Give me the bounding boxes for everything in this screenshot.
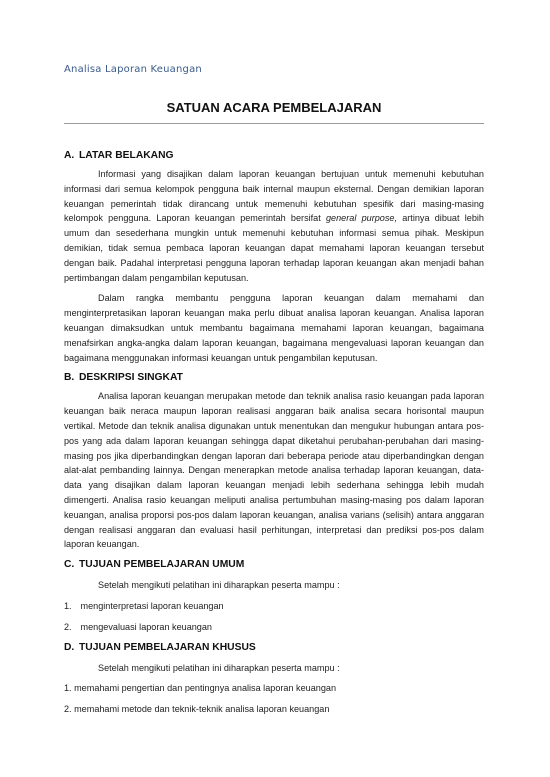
section-title: DESKRIPSI SINGKAT [79, 372, 183, 384]
paragraph [64, 167, 484, 285]
section-heading [64, 149, 484, 163]
section-tujuan-khusus [64, 641, 484, 717]
section-heading [64, 641, 484, 655]
section-number: D. [64, 641, 75, 653]
running-header: Analisa Laporan Keuangan [64, 64, 202, 75]
paragraph: Dalam rangka membantu pengguna laporan keuangan dalam memahami dan menginterpretasikan laporan keuangan maka perlu dibuat analisa laporan keuangan. Analisa laporan keuangan dimaksudkan untuk membantu bagaimana memahami laporan keuangan, bagaimana menafsirkan angka-angka dalam laporan keuangan, bagaimana mengevaluasi laporan keuangan dan bagaimana menggunakan informasi keuangan untuk pengambilan keputusan. [64, 293, 484, 363]
paragraph: Analisa laporan keuangan merupakan metode dan teknik analisa rasio keuangan pada laporan keuangan baik neraca maupun laporan realisasi anggaran baik analisa secara horisontal maupun vertikal. Metode dan teknik analisa digunakan untuk menentukan dan mengukur hubungan antara pos-pos yang ada dalam laporan keuangan sehingga dapat diketahui perubahan-perubahan dari masing-masing pos jika diperbandingkan dengan laporan dari beberapa periode atau diperbandingkan dengan alat-alat pembanding lainnya. Dengan menerapkan metode analisa terhadap laporan keuangan, data-data yang disajikan dalam laporan keuangan menjadi lebih sederhana sehingga lebih mudah dimengerti. Analisa rasio keuangan meliputi analisa pertumbuhan masing-masing pos dalam laporan keuangan, analisa proporsi pos-pos dalam laporan keuangan, analisa varians (selisih) antara anggaran dengan realisasi anggaran dan evaluasi hasil perhitungan, interpretasi dan prediksi pos-pos dalam laporan keuangan. [64, 391, 484, 550]
title-divider [64, 123, 484, 124]
document-title: SATUAN ACARA PEMBELAJARAN [166, 100, 382, 115]
list-number: 2. [64, 621, 72, 632]
paragraph-text: Informasi yang disajikan dalam laporan keuangan bertujuan untuk memenuhi kebutuhan informasi dari semua kelompok pengguna baik internal maupun eksternal. Dengan demikian laporan keuangan pemerintah tidak dirancang untuk memenuhi kebutuhan spesifik dari masing-masing kelompok pengguna. Laporan keuangan pemerintah bersifat [64, 169, 484, 224]
section-deskripsi-singkat [64, 371, 484, 552]
list-item: 1. memahami pengertian dan pentingnya analisa laporan keuangan [64, 683, 336, 694]
list-intro: Setelah mengikuti pelatihan ini diharapkan peserta mampu : [98, 580, 340, 591]
section-heading [64, 558, 484, 572]
list-item: 2. memahami metode dan teknik-teknik analisa laporan keuangan [64, 704, 330, 715]
paragraph-text: artinya dibuat lebih umum dan sesederhana mungkin untuk memenuhi kebutuhan informasi semua pihak. Meskipun demikian, tidak semua pembaca laporan keuangan dapat memahami laporan keuangan tersebut dengan baik. Padahal interpretasi pengguna laporan terhadap laporan keuangan akan menjadi bahan pertimbangan dalam pengambilan keputusan. [64, 213, 484, 283]
section-title: LATAR BELAKANG [79, 150, 174, 161]
list-item-text: mengevaluasi laporan keuangan [80, 621, 212, 632]
list-intro: Setelah mengikuti pelatihan ini diharapkan peserta mampu : [98, 662, 340, 673]
list-item [64, 599, 484, 614]
section-heading [64, 371, 484, 385]
section-latar-belakang [64, 149, 484, 365]
section-number: B. [64, 372, 75, 384]
section-tujuan-umum [64, 558, 484, 634]
section-title: TUJUAN PEMBELAJARAN KHUSUS [79, 641, 256, 653]
list-number: 1. [64, 600, 72, 611]
section-title: TUJUAN PEMBELAJARAN UMUM [79, 559, 245, 571]
document-body [64, 149, 484, 717]
section-number: C. [64, 559, 75, 571]
italic-term: general purpose, [326, 213, 397, 224]
list-item-text: menginterpretasi laporan keuangan [80, 600, 224, 611]
list-item [64, 620, 484, 635]
section-number: A. [64, 150, 75, 161]
